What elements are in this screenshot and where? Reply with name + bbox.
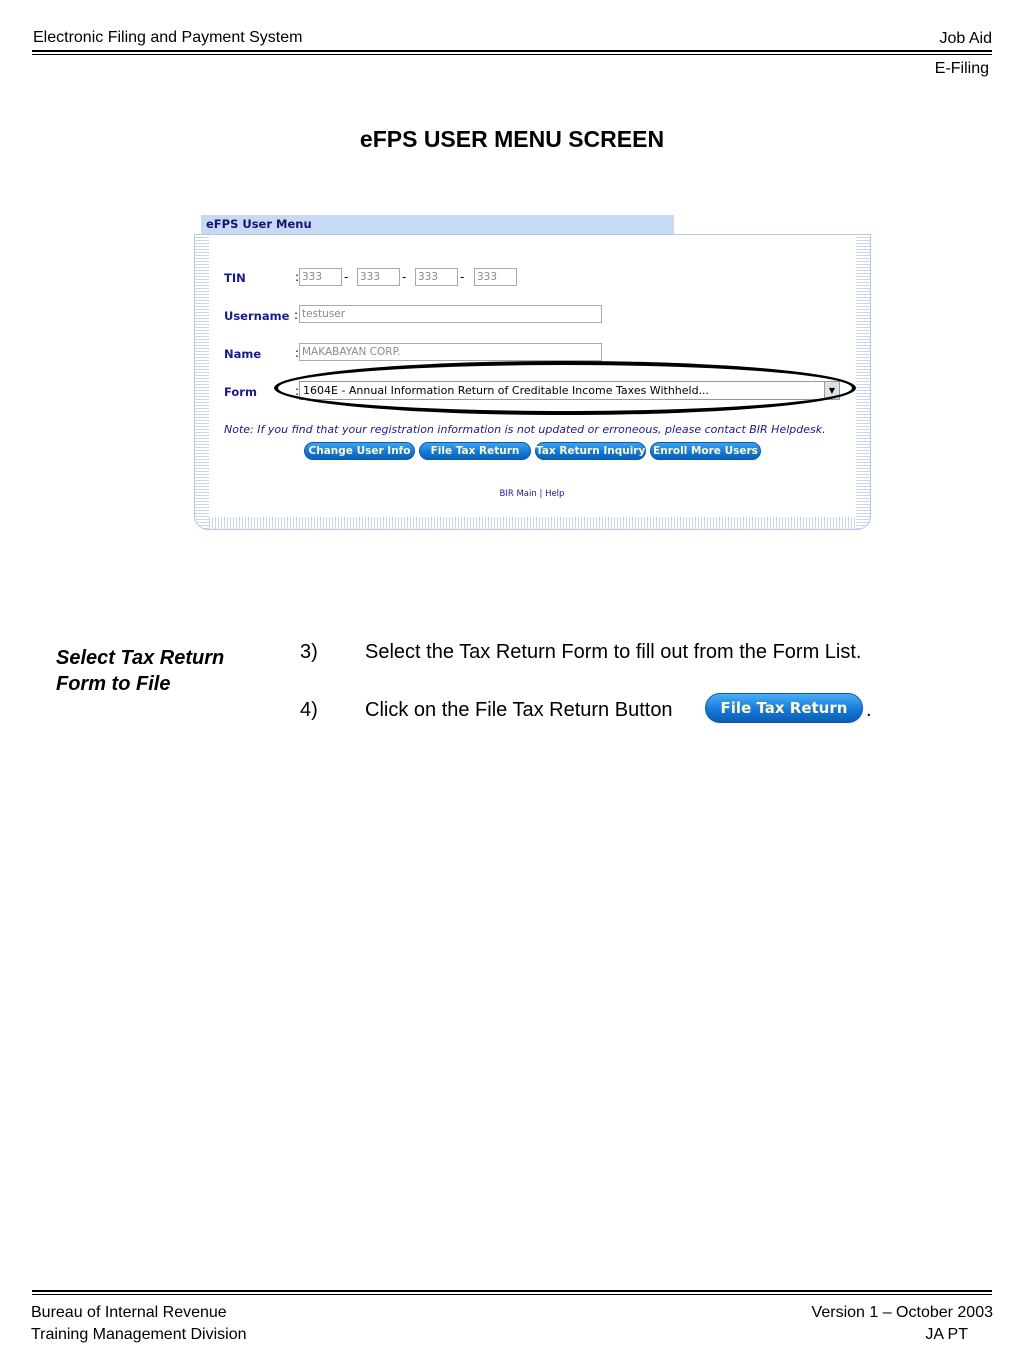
header-divider-thin: [32, 54, 992, 55]
bir-main-link[interactable]: BIR Main: [499, 489, 537, 499]
header-divider: [32, 50, 992, 52]
link-separator: |: [539, 489, 543, 499]
highlight-oval: [274, 361, 856, 415]
name-label: Name: [224, 347, 262, 361]
username-field[interactable]: testuser: [299, 305, 602, 323]
tin-field-4[interactable]: 333: [474, 268, 517, 286]
form-select-value: 1604E - Annual Information Return of Creditable Income Taxes Withheld...: [303, 384, 710, 397]
registration-note: Note: If you find that your registration information is not updated or erroneous, please contact BIR Helpdesk.: [224, 423, 826, 436]
tin-dash-3: -: [460, 270, 465, 284]
step-4-number: 4): [300, 699, 318, 721]
footer-divider-thin: [32, 1294, 992, 1295]
step-3-number: 3): [300, 641, 318, 663]
header-section: E-Filing: [934, 60, 989, 77]
tin-dash-1: -: [344, 270, 349, 284]
username-label: Username: [224, 309, 290, 323]
header-doc-type: Job Aid: [939, 30, 992, 47]
page-title: eFPS USER MENU SCREEN: [359, 126, 665, 152]
footer-version: Version 1 – October 2003: [811, 1304, 993, 1321]
tax-return-inquiry-button[interactable]: Tax Return Inquiry: [535, 442, 646, 460]
change-user-info-button[interactable]: Change User Info: [304, 442, 415, 460]
step-4-trailing-period: .: [866, 699, 872, 721]
form-label: Form: [224, 385, 257, 399]
inline-file-tax-return-button[interactable]: File Tax Return: [705, 693, 863, 723]
file-tax-return-button[interactable]: File Tax Return: [419, 442, 531, 460]
tin-label: TIN: [224, 271, 246, 285]
section-heading: Select Tax Return Form to File: [56, 647, 225, 695]
step-3-text: Select the Tax Return Form to fill out from the Form List.: [365, 641, 862, 663]
footer-division: Training Management Division: [31, 1326, 247, 1343]
username-colon: :: [294, 308, 299, 322]
help-link[interactable]: Help: [545, 489, 565, 499]
tin-colon: :: [295, 270, 300, 284]
enroll-more-users-button[interactable]: Enroll More Users: [650, 442, 761, 460]
tin-field-3[interactable]: 333: [415, 268, 458, 286]
footer-org: Bureau of Internal Revenue: [31, 1304, 227, 1321]
name-field[interactable]: MAKABAYAN CORP.: [299, 343, 602, 361]
footer-links: [0, 489, 1024, 499]
header-system-name: Electronic Filing and Payment System: [33, 29, 303, 46]
tin-field-1[interactable]: 333: [299, 268, 342, 286]
step-4-text: Click on the File Tax Return Button: [365, 699, 673, 721]
form-colon: :: [295, 384, 300, 398]
tin-dash-2: -: [402, 270, 407, 284]
footer-divider: [32, 1290, 992, 1292]
user-menu-title: eFPS User Menu: [201, 215, 674, 234]
footer-code: JA PT: [925, 1326, 968, 1343]
name-colon: :: [295, 346, 300, 360]
tin-field-2[interactable]: 333: [357, 268, 400, 286]
dropdown-arrow-icon[interactable]: ▼: [824, 382, 839, 399]
